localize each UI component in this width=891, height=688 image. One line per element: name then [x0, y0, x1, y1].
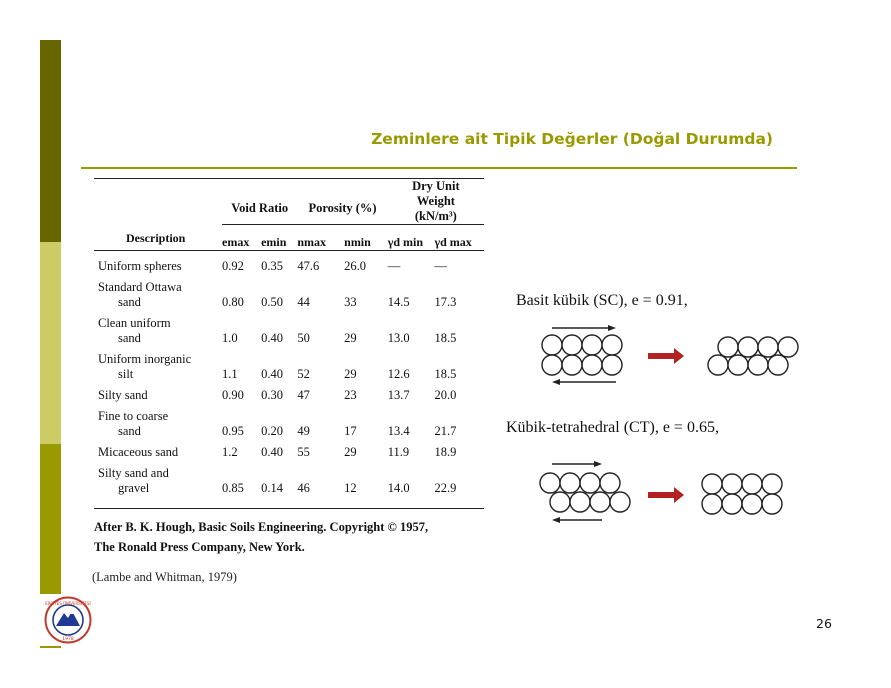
header-dry-unit-weight-line1: Dry Unit	[412, 179, 460, 193]
description-line-2: silt	[118, 366, 134, 381]
cell-nmin: 23	[344, 387, 357, 402]
cell-emax: 0.92	[222, 258, 244, 273]
accent-bar-foot	[40, 646, 61, 648]
cell-nmin: 26.0	[344, 258, 367, 273]
cell-nmin: 29	[344, 330, 357, 345]
cell-description	[94, 407, 222, 443]
source-line-1: After B. K. Hough, Basic Soils Engineering. Copyright © 1957,	[94, 519, 429, 534]
cell-gmin: 14.0	[387, 480, 410, 495]
shear-arrowhead-bottom	[552, 379, 560, 385]
cell-description	[94, 314, 222, 350]
description-line-1: Uniform inorganic	[98, 351, 192, 366]
particle	[738, 337, 758, 357]
particle	[778, 337, 798, 357]
cell-emin: 0.40	[261, 330, 283, 345]
table-row	[94, 314, 484, 350]
cell-description	[94, 350, 222, 386]
page-number: 26	[816, 616, 832, 631]
cell-gmin: —	[387, 258, 401, 273]
cell-nmin: 33	[344, 294, 357, 309]
header-porosity: Porosity (%)	[297, 179, 387, 225]
particle	[580, 473, 600, 493]
cell-gmax: 21.7	[434, 423, 457, 438]
table-row	[94, 278, 484, 314]
description-line-2: sand	[118, 330, 141, 345]
particle	[542, 355, 562, 375]
cell-emin: 0.20	[261, 423, 283, 438]
sc-dense-packing	[708, 337, 798, 375]
red-arrow-shaft	[648, 353, 674, 359]
cell-emin: 0.40	[261, 366, 283, 381]
cell-emax: 0.90	[222, 387, 244, 402]
header-gamma-max: γd max	[434, 234, 472, 249]
soil-properties-table	[94, 178, 484, 557]
header-dry-unit-weight-line2: Weight	[416, 194, 455, 208]
ct-shear-arrowhead-top	[594, 461, 602, 467]
cell-emax: 0.95	[222, 423, 244, 438]
header-dry-unit-weight	[388, 179, 484, 225]
cell-description	[94, 443, 222, 464]
header-gamma-min: γd min	[387, 234, 424, 249]
cell-gmax: 20.0	[434, 387, 457, 402]
particle	[722, 474, 742, 494]
cell-nmax: 47	[297, 387, 310, 402]
title-rule	[81, 167, 797, 169]
label-cubic-tetrahedral: Kübik-tetrahedral (CT), e = 0.65,	[506, 419, 719, 436]
table-body	[94, 250, 484, 500]
cell-gmax: 18.5	[434, 330, 457, 345]
cell-nmax: 52	[297, 366, 310, 381]
cell-gmax: —	[434, 258, 448, 273]
table-row	[94, 464, 484, 500]
particle	[728, 355, 748, 375]
university-logo	[44, 596, 92, 644]
cell-nmax: 55	[297, 444, 310, 459]
header-void-ratio: Void Ratio	[222, 179, 297, 225]
header-nmin: nmin	[344, 234, 371, 249]
label-simple-cubic: Basit kübik (SC), e = 0.91,	[516, 292, 688, 309]
red-arrow-head	[674, 348, 684, 364]
simple-cubic-diagram	[530, 320, 810, 390]
header-description: Description	[126, 230, 186, 245]
header-spacer	[94, 179, 222, 225]
description-line-1: Standard Ottawa	[98, 279, 182, 294]
accent-bar-mid	[40, 444, 61, 594]
cell-emin: 0.50	[261, 294, 283, 309]
table-row	[94, 250, 484, 278]
particle	[742, 474, 762, 494]
cell-emax: 0.85	[222, 480, 244, 495]
slide-title: Zeminlere ait Tipik Değerler (Doğal Durumda)	[371, 130, 773, 148]
red-arrow	[648, 348, 684, 364]
cell-nmax: 47.6	[297, 258, 320, 273]
header-dry-unit-weight-line3: (kN/m³)	[414, 209, 457, 223]
particle	[542, 335, 562, 355]
particle	[742, 494, 762, 514]
logo-text: ERCİYES ÜNİVERSİTESİ	[45, 601, 91, 606]
cell-emin: 0.14	[261, 480, 283, 495]
header-emax: emax	[222, 234, 250, 249]
shear-arrowhead-top	[608, 325, 616, 331]
cell-gmin: 14.5	[387, 294, 410, 309]
cell-gmin: 11.9	[387, 444, 410, 459]
cell-gmin: 12.6	[387, 366, 410, 381]
cubic-tetrahedral-diagram	[530, 456, 810, 526]
particle	[562, 335, 582, 355]
cell-emax: 0.80	[222, 294, 244, 309]
cell-nmax: 46	[297, 480, 310, 495]
cell-gmin: 13.4	[387, 423, 410, 438]
particle	[582, 355, 602, 375]
description-line-2: sand	[118, 423, 141, 438]
ct-red-arrow-shaft	[648, 492, 674, 498]
description-line-1: Uniform spheres	[98, 258, 182, 273]
particle	[582, 335, 602, 355]
particle	[702, 494, 722, 514]
cell-description	[94, 250, 222, 278]
cell-emax: 1.0	[222, 330, 238, 345]
accent-bar-light	[40, 242, 61, 444]
citation: (Lambe and Whitman, 1979)	[92, 570, 237, 584]
particle	[762, 494, 782, 514]
header-emin: emin	[261, 234, 287, 249]
cell-description	[94, 278, 222, 314]
particle	[562, 355, 582, 375]
cell-description	[94, 386, 222, 407]
description-line-1: Clean uniform	[98, 315, 171, 330]
particle	[718, 337, 738, 357]
ct-red-arrow	[648, 487, 684, 503]
description-line-2: gravel	[118, 480, 150, 495]
table-source	[94, 508, 484, 557]
particle	[748, 355, 768, 375]
particle	[590, 492, 610, 512]
particle	[708, 355, 728, 375]
description-line-1: Silty sand and	[98, 465, 169, 480]
cell-emin: 0.30	[261, 387, 283, 402]
cell-nmax: 44	[297, 294, 310, 309]
cell-gmax: 18.9	[434, 444, 457, 459]
cell-nmin: 29	[344, 444, 357, 459]
particle	[762, 474, 782, 494]
cell-gmin: 13.7	[387, 387, 410, 402]
particle	[602, 335, 622, 355]
table-row	[94, 407, 484, 443]
logo-year: 1978	[62, 637, 74, 642]
particle	[540, 473, 560, 493]
cell-nmax: 49	[297, 423, 310, 438]
particle	[768, 355, 788, 375]
description-line-2: sand	[118, 294, 141, 309]
cell-description	[94, 464, 222, 500]
table-row	[94, 443, 484, 464]
ct-red-arrow-head	[674, 487, 684, 503]
cell-nmax: 50	[297, 330, 310, 345]
particle	[602, 355, 622, 375]
particle	[722, 494, 742, 514]
table-row	[94, 386, 484, 407]
cell-emax: 1.2	[222, 444, 238, 459]
accent-bar-dark	[40, 40, 61, 242]
cell-gmax: 18.5	[434, 366, 457, 381]
sc-loose-packing	[542, 335, 622, 375]
description-line-1: Silty sand	[98, 387, 148, 402]
cell-nmin: 29	[344, 366, 357, 381]
cell-gmax: 17.3	[434, 294, 457, 309]
description-line-1: Fine to coarse	[98, 408, 169, 423]
ct-loose-packing	[540, 473, 630, 512]
particle	[610, 492, 630, 512]
cell-emin: 0.35	[261, 258, 283, 273]
header-nmax: nmax	[297, 234, 327, 249]
particle	[550, 492, 570, 512]
cell-nmin: 17	[344, 423, 357, 438]
cell-gmax: 22.9	[434, 480, 457, 495]
ct-dense-packing	[702, 474, 782, 514]
particle	[560, 473, 580, 493]
cell-gmin: 13.0	[387, 330, 410, 345]
cell-emax: 1.1	[222, 366, 238, 381]
cell-emin: 0.40	[261, 444, 283, 459]
description-line-1: Micaceous sand	[98, 444, 179, 459]
ct-shear-arrowhead-bottom	[552, 517, 560, 523]
source-line-2: The Ronald Press Company, New York.	[94, 539, 305, 554]
cell-nmin: 12	[344, 480, 357, 495]
particle	[570, 492, 590, 512]
particle	[600, 473, 620, 493]
particle	[758, 337, 778, 357]
table-row	[94, 350, 484, 386]
particle	[702, 474, 722, 494]
